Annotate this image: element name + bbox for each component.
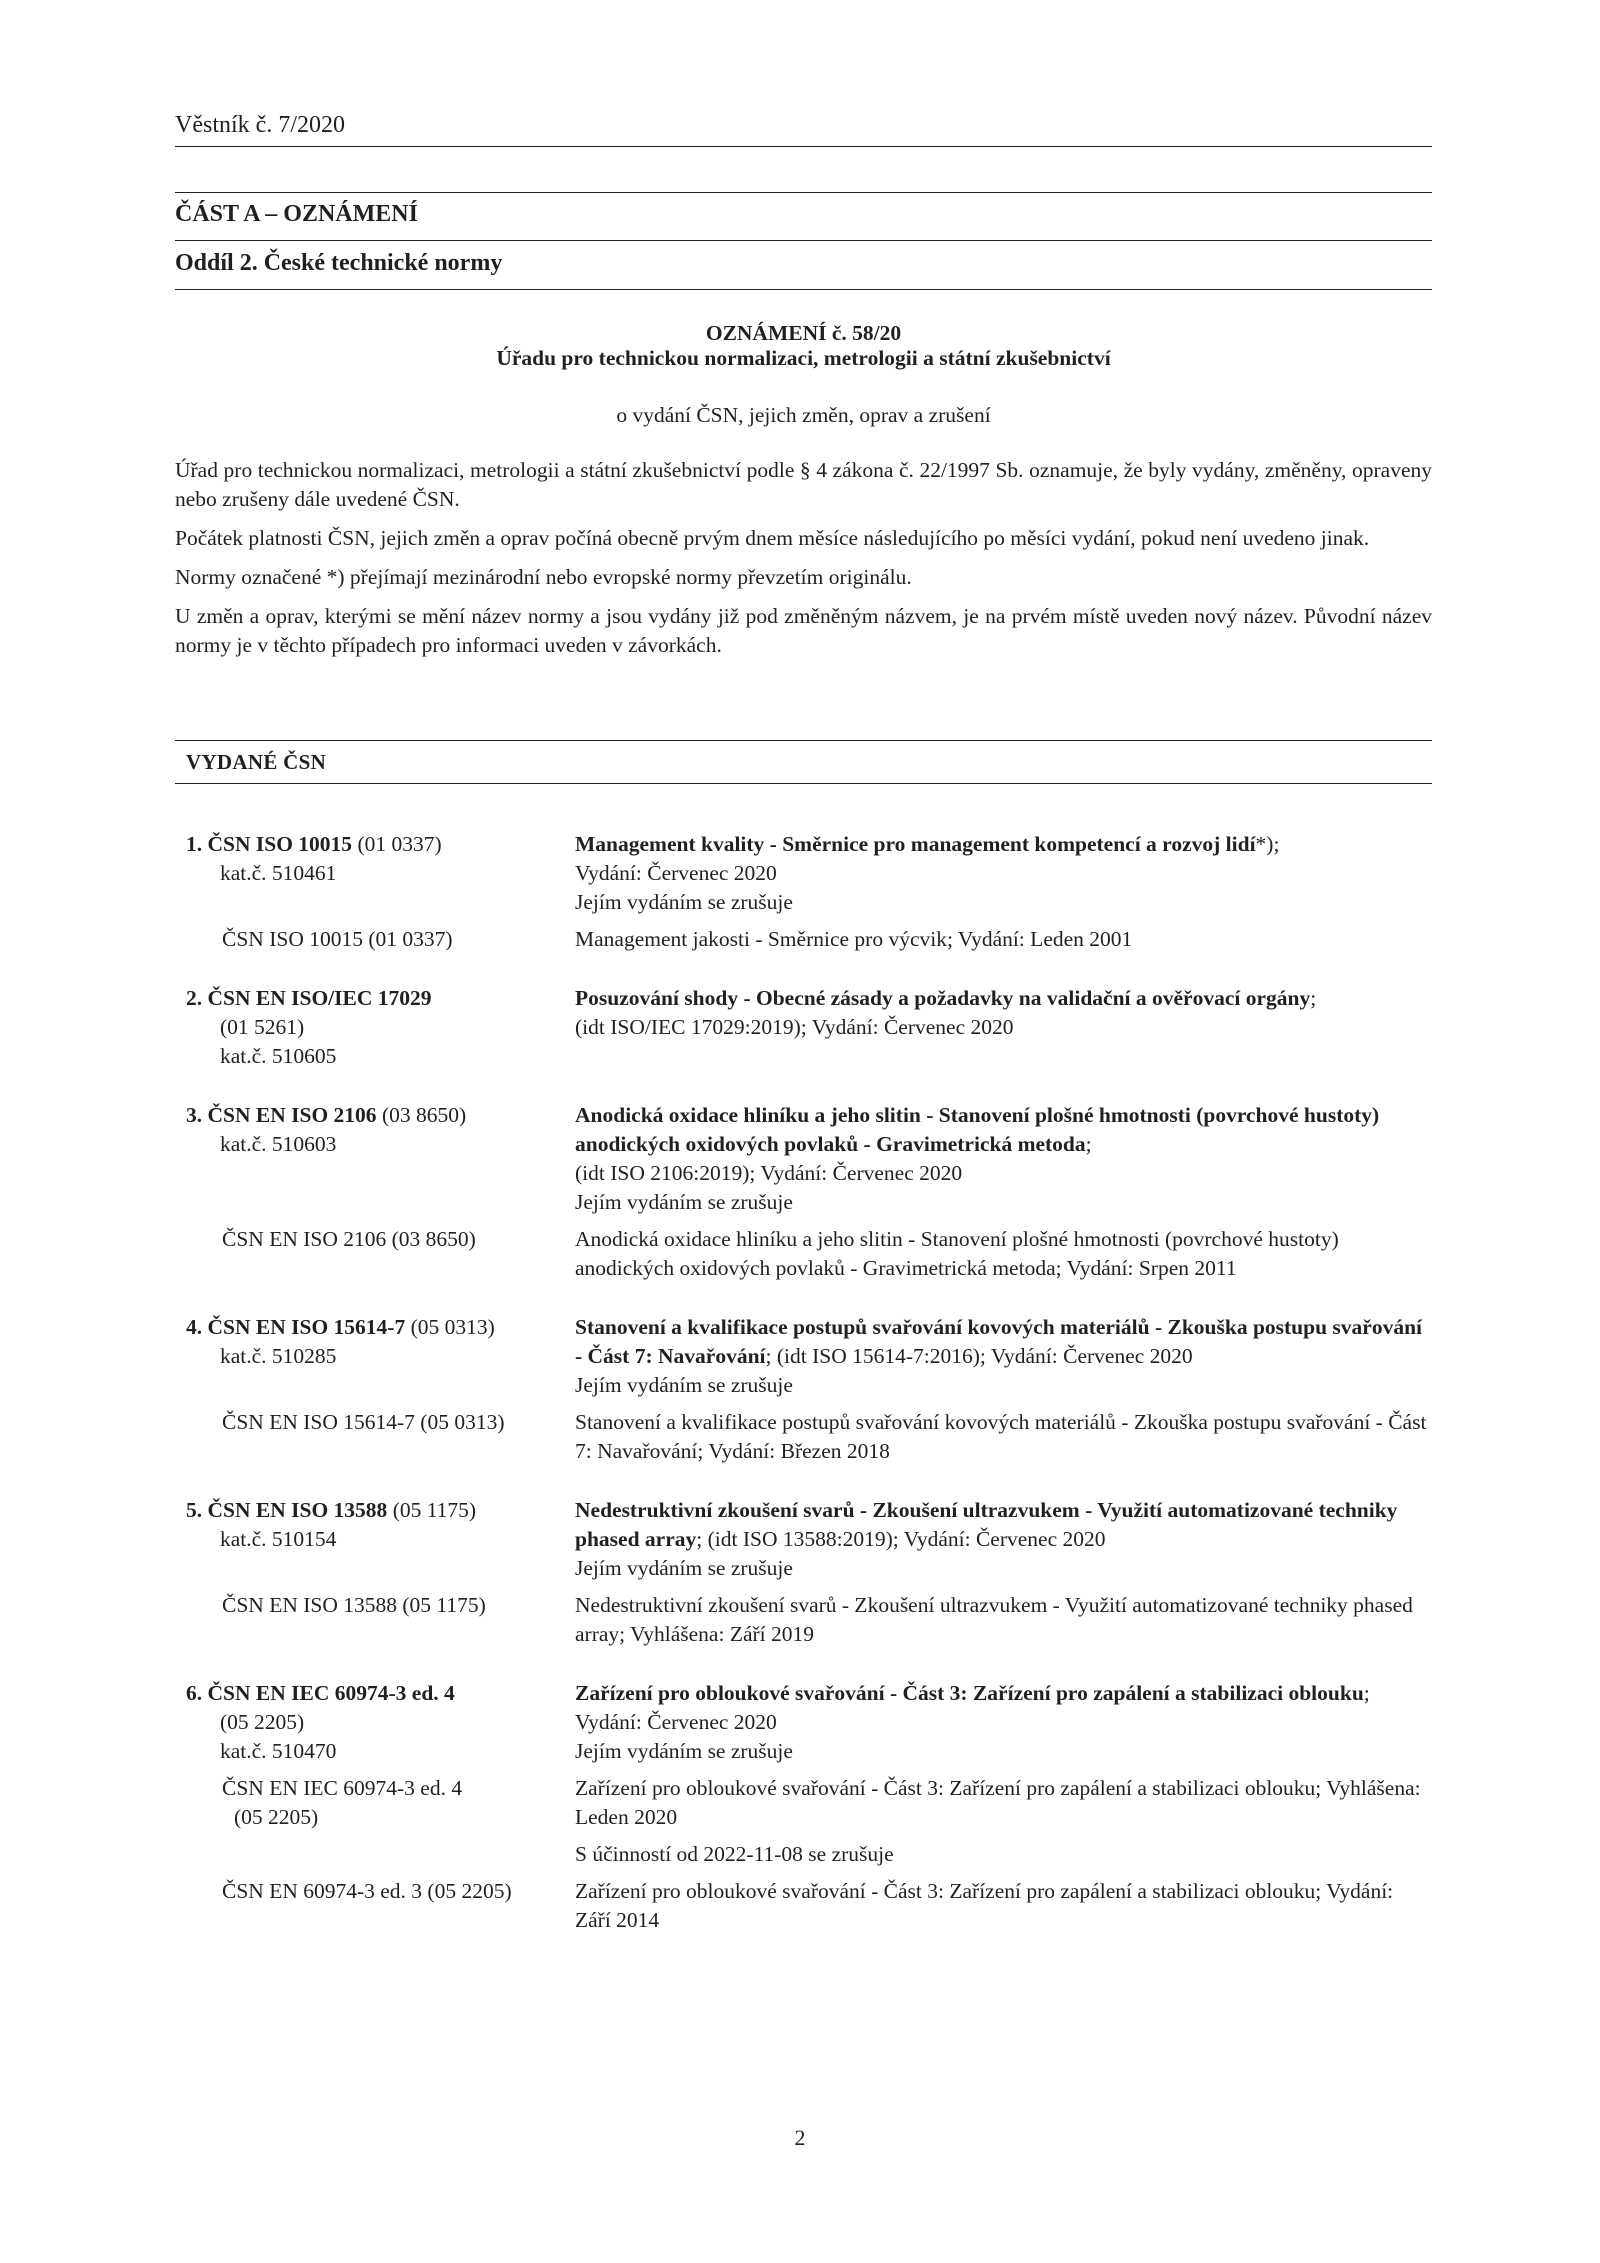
standard-details: ; (idt ISO 15614-7:2016); Vydání: Červenec 2020 bbox=[765, 1344, 1193, 1368]
notice-subject: o vydání ČSN, jejich změn, oprav a zrušení bbox=[616, 403, 991, 427]
cancels-note: Jejím vydáním se zrušuje bbox=[575, 1373, 793, 1397]
notice-number: OZNÁMENÍ č. 58/20 bbox=[705, 321, 902, 345]
catalog-number: kat.č. 510603 bbox=[220, 1132, 337, 1156]
standard-title: Zařízení pro obloukové svařování - Část 3: Zařízení pro zapálení a stabilizaci oblouku bbox=[575, 1681, 1364, 1705]
intro-text bbox=[175, 456, 1432, 670]
item-number: 6. bbox=[186, 1681, 203, 1705]
standard-id bbox=[175, 1679, 575, 1766]
cancels-note: Jejím vydáním se zrušuje bbox=[575, 1556, 793, 1580]
standard-info bbox=[575, 1496, 1432, 1583]
standard-code: ČSN EN ISO 2106 bbox=[207, 1103, 377, 1127]
replaced-classification-code: (05 2205) bbox=[234, 1805, 319, 1829]
issue-date: Vydání: Červenec 2020 bbox=[575, 861, 777, 885]
classification-code: (01 5261) bbox=[220, 1015, 305, 1039]
section-rule bbox=[175, 289, 1432, 290]
standard-item bbox=[175, 984, 1432, 1071]
issued-heading: VYDANÉ ČSN bbox=[186, 750, 327, 774]
issued-top-rule bbox=[175, 740, 1432, 741]
catalog-number: kat.č. 510154 bbox=[220, 1527, 337, 1551]
item-number: 2. bbox=[186, 986, 203, 1010]
replaced-standard-code: ČSN EN ISO 15614-7 (05 0313) bbox=[222, 1410, 505, 1434]
standard-info bbox=[575, 1679, 1432, 1766]
cancels-note: Jejím vydáním se zrušuje bbox=[575, 890, 793, 914]
replaced-standard-code: ČSN EN ISO 13588 (05 1175) bbox=[222, 1593, 486, 1617]
standard-item bbox=[175, 1679, 1432, 1935]
replaced-standard-text: Nedestruktivní zkoušení svarů - Zkoušení ultrazvukem - Využití automatizované techniky phased array; Vyhlášena: Září 2019 bbox=[575, 1593, 1413, 1646]
intro-paragraph: U změn a oprav, kterými se mění název normy a jsou vydány již pod změněným názvem, je na prvém místě uveden nový název. Původní název normy je v těchto případech pro informaci uveden v závorkách. bbox=[175, 604, 1432, 657]
item-number: 1. bbox=[186, 832, 203, 856]
standard-item bbox=[175, 1496, 1432, 1649]
standard-code: ČSN EN ISO/IEC 17029 bbox=[207, 986, 432, 1010]
replaced-standard-id bbox=[175, 1774, 575, 1869]
item-number: 4. bbox=[186, 1315, 203, 1339]
classification-code: (03 8650) bbox=[381, 1103, 467, 1127]
classification-code: (05 1175) bbox=[392, 1498, 477, 1522]
standard-code: ČSN ISO 10015 bbox=[207, 832, 353, 856]
section-title: Oddíl 2. České technické normy bbox=[175, 250, 503, 276]
issued-bottom-rule bbox=[175, 783, 1432, 784]
replaced-standard-code: ČSN EN 60974-3 ed. 3 (05 2205) bbox=[222, 1879, 512, 1903]
intro-paragraph: Normy označené *) přejímají mezinárodní nebo evropské normy převzetím originálu. bbox=[175, 565, 912, 589]
replaced-standard-code: ČSN ISO 10015 (01 0337) bbox=[222, 927, 453, 951]
catalog-number: kat.č. 510461 bbox=[220, 861, 337, 885]
replaced-standard-text: Stanovení a kvalifikace postupů svařování kovových materiálů - Zkouška postupu svařování - Část 7: Navařování; Vydání: Březen 2018 bbox=[575, 1410, 1427, 1463]
notice-issuer: Úřadu pro technickou normalizaci, metrologii a státní zkušebnictví bbox=[496, 346, 1111, 370]
replaced-standard-info bbox=[575, 1774, 1432, 1869]
standard-title: Stanovení a kvalifikace postupů svařování kovových materiálů - Zkouška postupu svařování - Část 7: Navařování bbox=[575, 1315, 1423, 1368]
bulletin-title: Věstník č. 7/2020 bbox=[175, 112, 345, 138]
standard-item bbox=[175, 1313, 1432, 1466]
standard-details: *); bbox=[1255, 832, 1280, 856]
standards-list bbox=[175, 830, 1432, 1965]
catalog-number: kat.č. 510285 bbox=[220, 1344, 337, 1368]
replaced-standard-code: ČSN EN ISO 2106 (03 8650) bbox=[222, 1227, 476, 1251]
standard-title: Posuzování shody - Obecné zásady a požadavky na validační a ověřovací orgány bbox=[575, 986, 1311, 1010]
standard-id bbox=[175, 984, 575, 1071]
classification-code: (01 0337) bbox=[357, 832, 442, 856]
part-bottom-rule bbox=[175, 240, 1432, 241]
classification-code: (05 2205) bbox=[220, 1710, 305, 1734]
catalog-number: kat.č. 510470 bbox=[220, 1739, 337, 1763]
standard-details: ; bbox=[1085, 1132, 1092, 1156]
header-rule bbox=[175, 146, 1432, 147]
standard-info bbox=[575, 1101, 1432, 1217]
standard-title: Management kvality - Směrnice pro management kompetencí a rozvoj lidí bbox=[575, 832, 1256, 856]
standard-details: ; Vydání: Červenec 2020 bbox=[575, 1681, 1370, 1734]
replaced-standard-text: Zařízení pro obloukové svařování - Část 3: Zařízení pro zapálení a stabilizaci oblouku; Vyhlášena: Leden 2020 bbox=[575, 1776, 1421, 1829]
part-title: ČÁST A – OZNÁMENÍ bbox=[175, 201, 418, 227]
issue-date: (idt ISO/IEC 17029:2019); Vydání: Červenec 2020 bbox=[575, 1015, 1014, 1039]
effective-cancel-note: S účinností od 2022-11-08 se zrušuje bbox=[575, 1842, 894, 1866]
standard-info bbox=[575, 1313, 1432, 1400]
catalog-number: kat.č. 510605 bbox=[220, 1044, 337, 1068]
item-number: 5. bbox=[186, 1498, 203, 1522]
page-number: 2 bbox=[794, 2125, 806, 2150]
standard-info bbox=[575, 984, 1432, 1071]
replaced-standard-text: Anodická oxidace hliníku a jeho slitin - Stanovení plošné hmotnosti (povrchové hustoty) anodických oxidových povlaků - Gravimetrická metoda; Vydání: Srpen 2011 bbox=[575, 1227, 1339, 1280]
standard-details: ; (idt ISO 13588:2019); Vydání: Červenec 2020 bbox=[696, 1527, 1106, 1551]
classification-code: (05 0313) bbox=[410, 1315, 495, 1339]
replaced-standard-text: Management jakosti - Směrnice pro výcvik; Vydání: Leden 2001 bbox=[575, 927, 1133, 951]
standard-id bbox=[175, 1313, 575, 1400]
replaced-standard-text: Zařízení pro obloukové svařování - Část 3: Zařízení pro zapálení a stabilizaci oblouku; Vydání: Září 2014 bbox=[575, 1879, 1394, 1932]
standard-id bbox=[175, 1496, 575, 1583]
intro-paragraph: Úřad pro technickou normalizaci, metrologii a státní zkušebnictví podle § 4 zákona č. 22/1997 Sb. oznamuje, že byly vydány, změněny, opraveny nebo zrušeny dále uvedené ČSN. bbox=[175, 458, 1432, 511]
standard-code: ČSN EN ISO 13588 bbox=[207, 1498, 388, 1522]
intro-paragraph: Počátek platnosti ČSN, jejich změn a oprav počíná obecně prvým dnem měsíce následujícího po měsíci vydání, pokud není uvedeno jinak. bbox=[175, 526, 1370, 550]
standard-details: ; bbox=[1310, 986, 1317, 1010]
standard-code: ČSN EN ISO 15614-7 bbox=[207, 1315, 406, 1339]
standard-item bbox=[175, 1101, 1432, 1283]
item-number: 3. bbox=[186, 1103, 203, 1127]
standard-title: Nedestruktivní zkoušení svarů - Zkoušení ultrazvukem - Využití automatizované techniky phased array bbox=[575, 1498, 1398, 1551]
standard-code: ČSN EN IEC 60974-3 ed. 4 bbox=[207, 1681, 455, 1705]
cancels-note: Jejím vydáním se zrušuje bbox=[575, 1739, 793, 1763]
part-top-rule bbox=[175, 192, 1432, 193]
replaced-standard-code: ČSN EN IEC 60974-3 ed. 4 bbox=[222, 1776, 463, 1800]
cancels-note: Jejím vydáním se zrušuje bbox=[575, 1190, 793, 1214]
standard-title: Anodická oxidace hliníku a jeho slitin - Stanovení plošné hmotnosti (povrchové hustoty) anodických oxidových povlaků - Gravimetrická metoda bbox=[575, 1103, 1380, 1156]
standard-id bbox=[175, 1101, 575, 1217]
issue-date: (idt ISO 2106:2019); Vydání: Červenec 2020 bbox=[575, 1161, 963, 1185]
standard-info bbox=[575, 830, 1432, 917]
standard-id bbox=[175, 830, 575, 917]
standard-item bbox=[175, 830, 1432, 954]
